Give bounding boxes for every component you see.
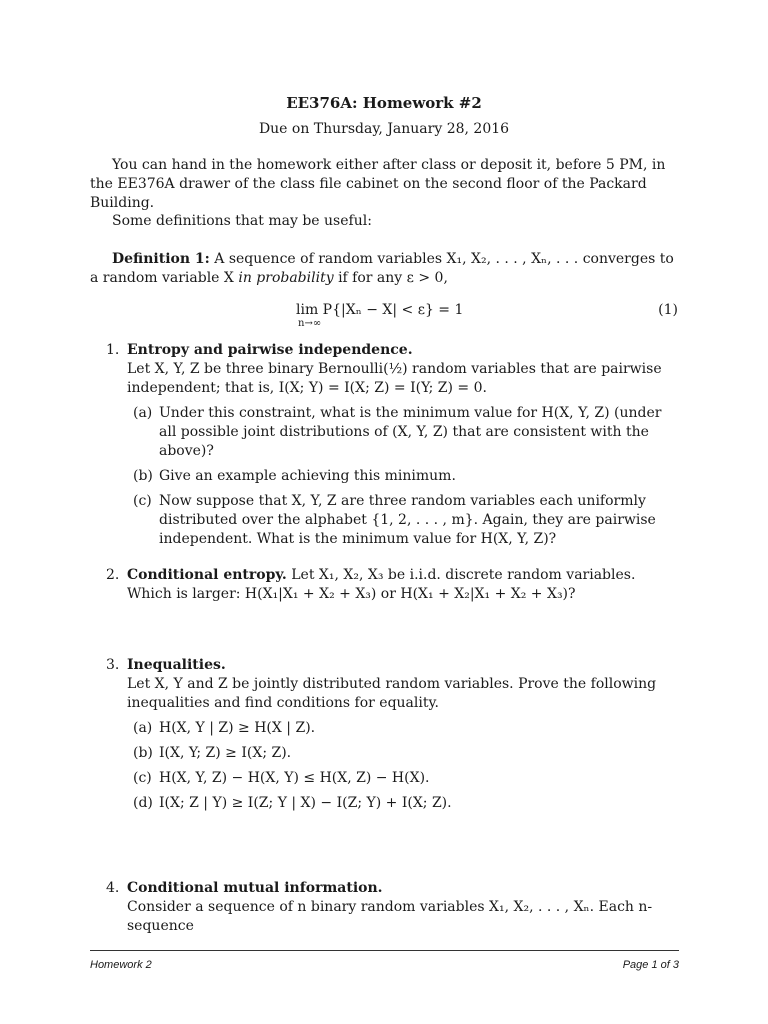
item-text: Now suppose that X, Y, Z are three random variables each uniformly distributed over the alphabet {1, 2, . . . , m}. Again, they are pairwise independent. What is the minimum value for H(X, Y, Z)? (159, 493, 656, 547)
item-label: (a) (133, 720, 153, 736)
definition-label: Definition 1: (112, 251, 210, 267)
item-text: Under this constraint, what is the minimum value for H(X, Y, Z) (under all possible joint distributions of (X, Y, Z) that are consistent with the above)? (159, 405, 662, 459)
item-label: (a) (133, 405, 153, 421)
definition-emphasis: in probability (238, 270, 334, 286)
equation-1 (90, 300, 680, 334)
problem-text: Let X₁, X₂, X₃ be i.i.d. discrete random variables. Which is larger: H(X₁|X₁ + X₂ + X₃) or H(X₁ + X₂|X₁ + X₂ + X₃)? (127, 567, 636, 602)
problem-number: 2. (106, 567, 120, 583)
problem-item (127, 404, 679, 461)
definition-text-b: if for any ε > 0, (338, 270, 448, 286)
problem-number: 3. (106, 657, 120, 673)
problem-heading: Conditional mutual information. (127, 880, 383, 896)
item-text: H(X, Y, Z) − H(X, Y) ≤ H(X, Z) − H(X). (159, 770, 430, 786)
problem-heading: Conditional entropy. (127, 567, 287, 583)
item-label: (c) (133, 493, 152, 509)
problem-heading: Inequalities. (127, 657, 226, 673)
problem-text: Let X, Y and Z be jointly distributed random variables. Prove the following inequalities and find conditions for equality. (127, 676, 657, 711)
item-text: I(X, Y; Z) ≥ I(X; Z). (159, 745, 292, 761)
equation-number: (1) (658, 302, 678, 318)
equation-expression: lim P{|Xₙ − X| < ε} = 1 (296, 302, 464, 318)
footer-rule (90, 950, 679, 951)
footer-page-number: Page 1 of 3 (622, 959, 679, 971)
item-label: (d) (133, 795, 153, 811)
item-text: I(X; Z | Y) ≥ I(Z; Y | X) − I(Z; Y) + I(X; Z). (159, 795, 452, 811)
problem-text: Let X, Y, Z be three binary Bernoulli(½) random variables that are pairwise independent; that is, I(X; Y) = I(X; Z) = I(Y; Z) = 0. (127, 361, 662, 396)
problem-item (127, 719, 679, 738)
definition-1 (90, 250, 680, 288)
item-label: (c) (133, 770, 152, 786)
problem-text: Consider a sequence of n binary random variables X₁, X₂, . . . , Xₙ. Each n-sequence (127, 899, 653, 934)
problem-item (127, 492, 679, 549)
problem-item (127, 769, 679, 788)
problem-heading: Entropy and pairwise independence. (127, 342, 413, 358)
problem-item (127, 794, 679, 813)
definitions-intro: Some definitions that may be useful: (112, 213, 372, 229)
definition-text-a: A sequence of random variables X₁, X₂, . . . , Xₙ, . . . converges to a random variable X (90, 251, 674, 286)
item-text: Give an example achieving this minimum. (159, 468, 456, 484)
document-title: EE376A: Homework #2 (286, 94, 482, 112)
intro-paragraph: You can hand in the homework either after class or deposit it, before 5 PM, in the EE376A drawer of the class file cabinet on the second floor of the Packard Building. (90, 157, 666, 211)
problem-item (127, 467, 679, 486)
equation-limit-subscript: n→∞ (298, 318, 322, 329)
problem-item (127, 744, 679, 763)
item-text: H(X, Y | Z) ≥ H(X | Z). (159, 720, 316, 736)
problem-number: 1. (106, 342, 120, 358)
problem-number: 4. (106, 880, 120, 896)
item-label: (b) (133, 745, 153, 761)
footer-left: Homework 2 (90, 959, 152, 971)
due-date: Due on Thursday, January 28, 2016 (258, 121, 510, 137)
item-label: (b) (133, 468, 153, 484)
